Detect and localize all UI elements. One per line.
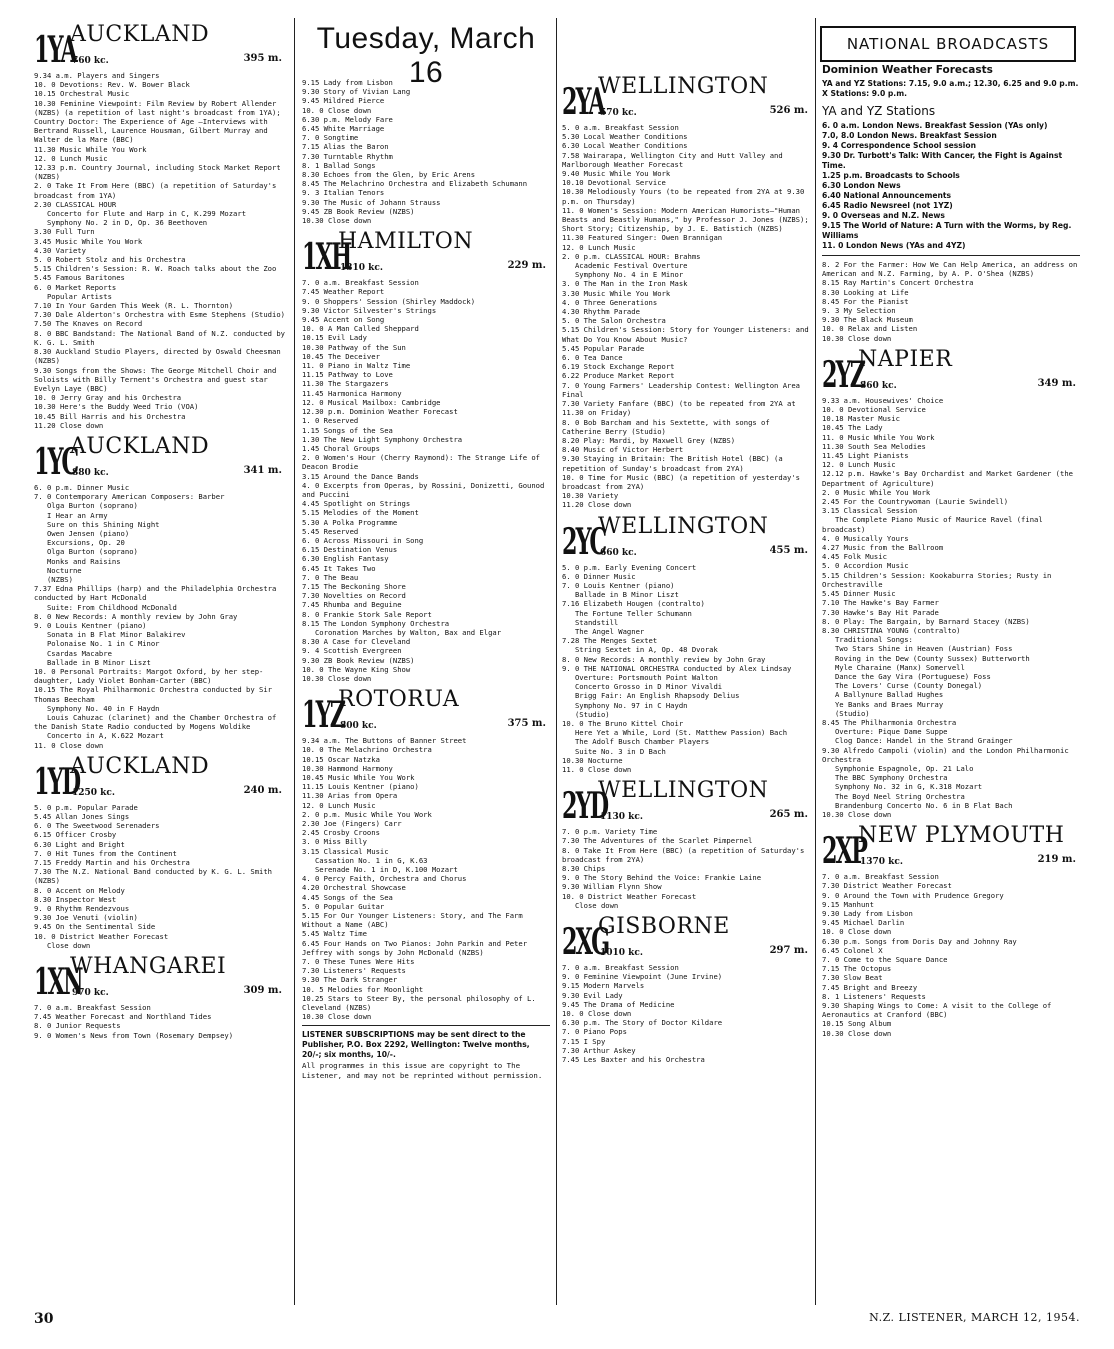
station-header-2yz <box>822 345 1080 396</box>
station-header-2ya <box>562 72 812 123</box>
station-city: WELLINGTON <box>598 74 769 99</box>
subscription-notice: LISTENER SUBSCRIPTIONS may be sent direct to the Publisher, P.O. Box 2292, Wellington: Twelve months, 20/-; six months, 10/-. <box>302 1030 533 1059</box>
program-list-2ya: 5. 0 a.m. Breakfast Session 5.30 Local Weather Conditions 6.30 Local Weather Conditions 7.58 Wairarapa, Wellington City and Hutt Valley and Marlborough Weather Forecast 9.40 Music While You Work 10.10 Devotional Service 10.30 Melodiously Yours (to be repeated from 2YA at 9.30 p.m. on Thursday) 11. 0 Women's Session: Modern American Humorists—"Human Beasts and Beastly Humans," by Professor J. Jones (NZBS); Short Story; Citizenship, by J. E. Batistich (NZBS) 11.30 Featured Singer: Owen Brannigan 12. 0 Lunch Music 2. 0 p.m. CLASSICAL HOUR: Brahms Academic Festival Overture Symphony No. 4 in E Minor 3. 0 The Man in the Iron Mask 3.30 Music While You Work 4. 0 Three Generations 4.30 Rhythm Parade 5. 0 The Salon Orchestra 5.15 Children's Session: Story for Younger Listeners: and What Do You Know About Music? 5.45 Popular Parade 6. 0 Tea Dance 6.19 Stock Exchange Report 6.22 Produce Market Report 7. 0 Young Farmers' Leadership Contest: Wellington Area Final 7.30 Variety Fanfare (BBC) (to be repeated from 2YA at 11.30 on Friday) 8. 0 Bob Barcham and his Sextette, with songs of Catherine Berry (Studio) 8.20 Play: Mardi, by Maxwell Grey (NZBS) 8.40 Music of Victor Herbert 9.30 Staying in Britain: The British Hotel (BBC) (a repetition of Sunday's broadcast from 2YA) 10. 0 Time for Music (BBC) (a repetition of yesterday's broadcast from 2YA) 10.30 Variety 11.20 Close down <box>562 123 809 510</box>
station-city: WELLINGTON <box>598 513 769 539</box>
divider <box>302 1025 550 1026</box>
station-call: 2XG <box>562 921 609 964</box>
station-call: 2YZ <box>822 353 865 396</box>
program-list-1xh: 7. 0 a.m. Breakfast Session 7.45 Weather Report 9. 0 Shoppers' Session (Shirley Maddock) 9.30 Victor Silvester's Strings 9.45 Accent on Song 10. 0 A Man Called Sheppard 10.15 Evil Lady 10.30 Pathway of the Sun 10.45 The Deceiver 11. 0 Piano in Waltz Time 11.15 Pathway to Love 11.30 The Stargazers 11.45 Harmonica Harmony 12. 0 Musical Mailbox: Cambridge 12.30 p.m. Dominion Weather Forecast 1. 0 Reserved 1.15 Songs of the Sea 1.30 The New Light Symphony Orchestra 1.45 Choral Groups 2. 0 Women's Hour (Cherry Raymond): The Strange Life of Deacon Brodie 3.15 Around the Dance Bands 4. 0 Excerpts from Operas, by Rossini, Donizetti, Gounod and Puccini 4.45 Spotlight on Strings 5.15 Melodies of the Moment 5.30 A Polka Programme 5.45 Reserved 6. 0 Across Missouri in Song 6.15 Destination Venus 6.30 English Fantasy 6.45 It Takes Two 7. 0 The Beau 7.15 The Beckoning Shore 7.30 Novelties on Record 7.45 Rhumba and Beguine 8. 0 Frankie Stork Sale Report 8.15 The London Symphony Orchestra Coronation Marches by Walton, Bax and Elgar 8.30 A Case for Cleveland 9. 4 Scottish Evergreen 9.30 ZB Book Review (NZBS) 10. 0 The Wayne King Show 10.30 Close down <box>302 278 545 683</box>
page-number: 30 <box>34 1311 54 1327</box>
station-frequency: 860 kc. <box>860 380 897 391</box>
station-frequency: 1010 kc. <box>600 948 644 959</box>
station-call: 1XH <box>302 236 351 279</box>
station-city: GISBORNE <box>598 914 730 940</box>
station-header-1xn <box>34 952 286 1004</box>
station-call: 2YA <box>562 81 604 123</box>
station-header-2xg <box>562 912 812 964</box>
station-frequency: 760 kc. <box>72 56 109 66</box>
page-date: Tuesday, March 16 <box>316 22 536 89</box>
station-wavelength: 526 m. <box>769 105 808 116</box>
station-frequency: 800 kc. <box>340 721 377 732</box>
column-2 <box>302 78 550 1309</box>
station-call: 2YD <box>562 785 608 828</box>
station-frequency: 1310 kc. <box>340 263 384 274</box>
station-frequency: 970 kc. <box>72 988 109 999</box>
station-city: HAMILTON <box>338 229 474 255</box>
station-header-1yc <box>34 432 286 483</box>
program-list-1ya: 9.34 a.m. Players and Singers 10. 0 Devotions: Rev. W. Bower Black 10.15 Orchestral Music 10.30 Feminine Viewpoint: Film Review by Robert Allender (NZBS) (a repetition of last night's broadcast from 1YA); Country Doctor: The Experience of Age —Interviews with Bertrand Russell, Laurence Housman, Gilbert Murray and Walter de la Mare (BBC) 11.30 Music While You Work 12. 0 Lunch Music 12.33 p.m. Country Journal, including Stock Market Report (NZBS) 2. 0 Take It From Here (BBC) (a repetition of Saturday's broadcast from 1YA) 2.30 CLASSICAL HOUR Concerto for Flute and Harp in C, K.299 Mozart Symphony No. 2 in D, Op. 36 Beethoven 3.30 Full Turn 3.45 Music While You Work 4.30 Variety 5. 0 Robert Stolz and his Orchestra 5.15 Children's Session: R. W. Roach talks about the Zoo 5.45 Famous Baritones 6. 0 Market Reports Popular Artists 7.10 In Your Garden This Week (R. L. Thornton) 7.30 Dale Alderton's Orchestra with Esme Stephens (Studio) 7.50 The Knaves on Record 8. 0 BBC Bandstand: The National Band of N.Z. conducted by K. G. L. Smith 8.30 Auckland Studio Players, directed by Oswald Cheesman (NZBS) 9.30 Songs from the Shows: The George Mitchell Choir and Soloists with Billy Ternent's Orchestra and guest star Evelyn Laye (BBC) 10. 0 Jerry Gray and his Orchestra 10.30 Here's the Buddy Weed Trio (VOA) 10.45 Bill Harris and his Orchestra 11.20 Close down <box>34 71 285 430</box>
station-wavelength: 309 m. <box>243 985 282 997</box>
column-1 <box>34 18 286 1309</box>
station-header-1yd <box>34 752 286 803</box>
program-list-continued: 9.15 Lady from Lisbon 9.30 Story of Vivian Lang 9.45 Mildred Pierce 10. 0 Close down 6.30 p.m. Melody Fare 6.45 White Marriage 7. 0 Songtime 7.15 Alias the Baron 7.30 Turntable Rhythm 8. 1 Ballad Songs 8.30 Echoes from the Glen, by Eric Arens 8.45 The Melachrino Orchestra and Elizabeth Schumann 9. 3 Italian Tenors 9.30 The Music of Johann Strauss 9.45 ZB Book Review (NZBS) 10.30 Close down <box>302 78 528 226</box>
station-call: 2XP <box>822 830 867 873</box>
station-wavelength: 219 m. <box>1037 854 1076 866</box>
station-wavelength: 240 m. <box>243 784 282 796</box>
station-city: WELLINGTON <box>598 778 769 804</box>
column-rule <box>815 18 816 1305</box>
station-frequency: 1250 kc. <box>72 787 116 798</box>
station-wavelength: 395 m. <box>243 53 282 64</box>
station-header-1xh <box>302 227 550 279</box>
forecast-times: YA and YZ Stations: 7.15, 9.0 a.m.; 12.30, 6.25 and 9.0 p.m. X Stations: 9.0 p.m. <box>822 79 1079 98</box>
program-list-2yc: 5. 0 p.m. Early Evening Concert 6. 0 Dinner Music 7. 0 Louis Kentner (piano) Ballade in B Minor Liszt 7.16 Elizabeth Hougen (contralto) The Fortune Teller Schumann Standstill The Angel Wagner 7.28 The Menges Sextet String Sextet in A, Op. 48 Dvorak 8. 0 New Records: A monthly review by John Gray 9. 0 THE NATIONAL ORCHESTRA conducted by Alex Lindsay Overture: Portsmouth Point Walton Concerto Grosso in D Minor Vivaldi Brigg Fair: An English Rhapsody Delius Symphony No. 97 in C Haydn (Studio) 10. 0 The Bruno Kittel Choir Here Yet a While, Lord (St. Matthew Passion) Bach The Adolf Busch Chamber Players Suite No. 3 in D Bach 10.30 Nocturne 11. 0 Close down <box>562 562 792 774</box>
program-list-1xn: 7. 0 a.m. Breakfast Session 7.45 Weather Forecast and Northland Tides 8. 0 Junior Requests 9. 0 Women's News from Town (Rosemary Dempsey) <box>34 1003 234 1040</box>
divider <box>822 255 1080 256</box>
station-call: 2YC <box>562 520 606 563</box>
station-wavelength: 455 m. <box>769 544 808 556</box>
station-wavelength: 265 m. <box>769 809 808 821</box>
program-list-continued: 8. 2 For the Farmer: How We Can Help America, an address on American and N.Z. Farming, by A. P. O'Shea (NZBS) 8.15 Ray Martin's Concert Orchestra 8.30 Looking at Life 8.45 For the Pianist 9. 3 My Selection 9.30 The Black Museum 10. 0 Relax and Listen 10.30 Close down <box>822 260 1078 343</box>
station-city: AUCKLAND <box>70 433 210 459</box>
program-list-2yz: 9.33 a.m. Housewives' Choice 10. 0 Devotional Service 10.18 Master Music 10.45 The Lady 11. 0 Music While You Work 11.30 South Sea Melodies 11.45 Light Pianists 12. 0 Lunch Music 12.12 p.m. Hawke's Bay Orchardist and Market Gardener (the Department of Agriculture) 2. 0 Music While You Work 2.45 For the Countrywoman (Laurie Swindell) 3.15 Classical Session The Complete Piano Music of Maurice Ravel (final broadcast) 4. 0 Musically Yours 4.27 Music from the Ballroom 4.45 Folk Music 5. 0 Accordion Music 5.15 Children's Session: Kookaburra Stories; Rusty in Orchestraville 5.45 Dinner Music 7.10 The Hawke's Bay Farmer 7.30 Hawke's Bay Hit Parade 8. 0 Play: The Bargain, by Barnard Stacey (NZBS) 8.30 CHRISTINA YOUNG (contralto) Traditional Songs: Two Stars Shine in Heaven (Austrian) Foss Roving in the Dew (County Sussex) Butterworth Myle Charaine (Manx) Somervell Dance the Gay Vira (Portuguese) Foss The Lovers' Curse (County Donegal) A Ballynure Ballad Hughes Ye Banks and Braes Murray (Studio) 8.45 The Philharmonia Orchestra Overture: Pique Dame Suppe Clog Dance: Handel in the Strand Grainger 9.30 Alfredo Campoli (violin) and the London Philharmonic Orchestra Symphonie Espagnole, Op. 21 Lalo The BBC Symphony Orchestra Symphony No. 32 in G, K.318 Mozart The Boyd Neel String Orchestra Brandenburg Concerto No. 6 in B Flat Bach 10.30 Close down <box>822 395 1073 819</box>
column-rule <box>294 18 295 1305</box>
station-frequency: 1130 kc. <box>600 812 644 823</box>
station-call: 1XN <box>34 961 82 1004</box>
station-wavelength: 341 m. <box>243 464 282 476</box>
station-frequency: 880 kc. <box>72 467 109 478</box>
national-broadcasts-title: NATIONAL BROADCASTS <box>820 26 1076 62</box>
station-call: 1YD <box>34 760 80 803</box>
column-4 <box>822 64 1080 1309</box>
station-frequency: 1370 kc. <box>860 857 904 868</box>
program-list-1yc: 6. 0 p.m. Dinner Music 7. 0 Contemporary American Composers: Barber Olga Burton (soprano) I Hear an Army Sure on this Shining Night Owen Jensen (piano) Excursions, Op. 20 Olga Burton (soprano) Monks and Raisins Nocturne (NZBS) 7.37 Edna Phillips (harp) and the Philadelphia Orchestra conducted by Hart McDonald Suite: From Childhood McDonald 8. 0 New Records: A monthly review by John Gray 9. 0 Louis Kentner (piano) Sonata in B Flat Minor Balakirev Polonaise No. 1 in C Minor Csardas Macabre Ballade in B Minor Liszt 10. 0 Personal Portraits: Margot Oxford, by her step-daughter, Lady Violet Bonham-Carter (BBC) 10.15 The Royal Philharmonic Orchestra conducted by Sir Thomas Beecham Symphony No. 40 in F Haydn Louis Cahuzac (clarinet) and the Chamber Orchestra of the Danish State Radio conducted by Mogens Woldike Concerto in A, K.622 Mozart 11. 0 Close down <box>34 482 277 750</box>
station-wavelength: 229 m. <box>507 260 546 272</box>
station-city: NEW PLYMOUTH <box>858 823 1065 849</box>
station-header-2yd <box>562 776 812 828</box>
station-wavelength: 375 m. <box>507 718 546 730</box>
station-wavelength: 349 m. <box>1037 377 1076 389</box>
forecast-heading: Dominion Weather Forecasts <box>822 64 993 76</box>
program-list-2xp: 7. 0 a.m. Breakfast Session 7.30 District Weather Forecast 9. 0 Around the Town with Prudence Gregory 9.15 Manhunt 9.30 Lady from Lisbon 9.45 Michael Darlin 10. 0 Close down 6.30 p.m. Songs from Doris Day and Johnny Ray 6.45 Colonel X 7. 0 Come to the Square Dance 7.15 The Octopus 7.30 Slow Beat 7.45 Bright and Breezy 8. 1 Listeners' Requests 9.30 Shaping Wings to Come: A visit to the College of Aeronautics at Cranford (BBC) 10.15 Song Album 10.30 Close down <box>822 872 1052 1038</box>
stations-heading: YA and YZ Stations <box>822 104 936 118</box>
station-city: WHANGAREI <box>70 954 227 980</box>
station-call: 1YC <box>34 440 78 483</box>
station-city: AUCKLAND <box>70 753 210 779</box>
station-call: 1YZ <box>302 694 345 737</box>
program-list-2yd: 7. 0 p.m. Variety Time 7.30 The Adventures of the Scarlet Pimpernel 8. 0 Take It From Here (BBC) (a repetition of Saturday's broadcast from 2YA) 8.30 Chips 9. 0 The Story Behind the Voice: Frankie Laine 9.30 William Flynn Show 10. 0 District Weather Forecast Close down <box>562 827 805 910</box>
station-city: AUCKLAND <box>70 22 210 47</box>
station-header-1ya <box>34 20 286 71</box>
station-header-2xp <box>822 821 1080 873</box>
program-list-2xg: 7. 0 a.m. Breakfast Session 9. 0 Feminine Viewpoint (June Irvine) 9.15 Modern Marvels 9.30 Evil Lady 9.45 The Drama of Medicine 10. 0 Close down 6.30 p.m. The Story of Doctor Kildare 7. 0 Piano Pops 7.15 I Spy 7.30 Arthur Askey 7.45 Les Baxter and his Orchestra <box>562 963 723 1065</box>
station-header-1yz <box>302 685 550 737</box>
national-listings: 6. 0 a.m. London News. Breakfast Session (YAs only) 7.0, 8.0 London News. Breakfast Session 9. 4 Correspondence School session 9.30 Dr. Turbott's Talk: With Cancer, the Fight is Against Time. 1.25 p.m. Broadcasts to Schools 6.30 London News 6.40 National Announcements 6.45 Radio Newsreel (not 1YZ) 9. 0 Overseas and N.Z. News 9.15 The World of Nature: A Turn with the Worms, by Reg. Williams 11. 0 London News (YAs and 4YZ) <box>822 121 1072 250</box>
program-list-1yz: 9.34 a.m. The Buttons of Banner Street 10. 0 The Melachrino Orchestra 10.15 Oscar Natzka 10.30 Hammond Harmony 10.45 Music While You Work 11.15 Louis Kentner (piano) 11.30 Arias from Opera 12. 0 Lunch Music 2. 0 p.m. Music While You Work 2.30 Joe (Fingers) Carr 2.45 Crosby Croons 3. 0 Miss Billy 3.15 Classical Music Cassation No. 1 in G, K.63 Serenade No. 1 in D, K.100 Mozart 4. 0 Percy Faith, Orchestra and Chorus 4.20 Orchestral Showcase 4.45 Songs of the Sea 5. 0 Popular Guitar 5.15 For Our Younger Listeners: Story, and The Farm Without a Name (ABC) 5.45 Waltz Time 6.45 Four Hands on Two Pianos: John Parkin and Peter Jeffrey with songs by John McDonald (NZBS) 7. 0 These Tunes Were Hits 7.30 Listeners' Requests 9.30 The Dark Stranger 10. 5 Melodies for Moonlight 10.25 Stars to Steer By, the personal philosophy of L. Cleveland (NZBS) 10.30 Close down <box>302 736 536 1022</box>
station-call: 1YA <box>34 29 76 71</box>
station-frequency: 660 kc. <box>600 547 637 558</box>
publication-footer: N.Z. LISTENER, MARCH 12, 1954. <box>869 1311 1080 1324</box>
copyright-notice: All programmes in this issue are copyright to The Listener, and may not be reprinted without permission. <box>302 1061 543 1080</box>
station-city: ROTORUA <box>338 687 460 713</box>
station-wavelength: 297 m. <box>769 945 808 957</box>
column-rule <box>556 18 557 1305</box>
station-city: NAPIER <box>858 346 953 372</box>
station-header-2yc <box>562 512 812 563</box>
program-list-1yd: 5. 0 p.m. Popular Parade 5.45 Allan Jones Sings 6. 0 The Sweetwood Serenaders 6.15 Officer Crosby 6.30 Light and Bright 7. 0 Hit Tunes from the Continent 7.15 Freddy Martin and his Orchestra 7.30 The N.Z. National Band conducted by K. G. L. Smith (NZBS) 8. 0 Accent on Melody 8.30 Inspector West 9. 0 Rhythm Rendezvous 9.30 Joe Venuti (violin) 9.45 On the Sentimental Side 10. 0 District Weather Forecast Close down <box>34 802 272 950</box>
station-frequency: 570 kc. <box>600 108 637 118</box>
column-3 <box>562 70 812 1309</box>
